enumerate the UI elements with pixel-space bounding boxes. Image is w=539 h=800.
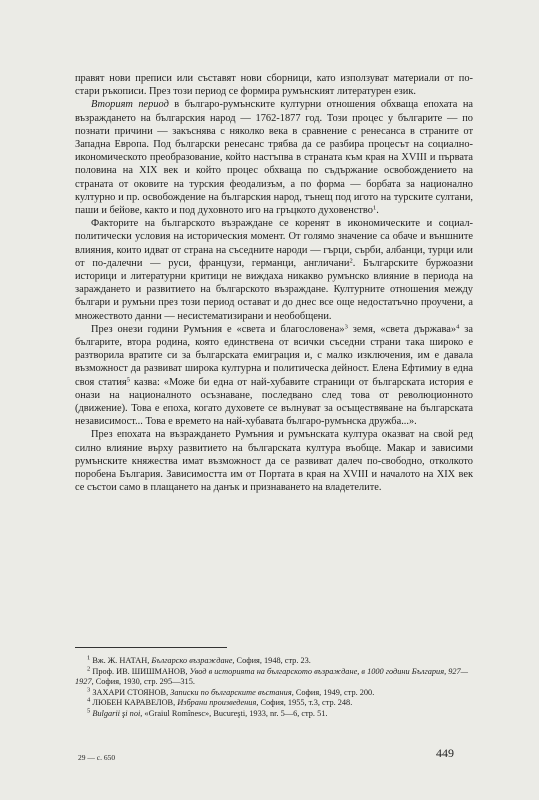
text-run: в българо-румънските културни отношения обхваща епохата на възраждането на българския народ — 1762-1877 год. Този процес у българите — по познати причини — закъснява с няколко века в сравнение с ренесанса в страните от Западна Европа. Под български ренесанс трябва да се разбира процесът на социално-икономическото преобразование, който настъпва в страната към края на XVIII и първата половина на XIX век и който процес обхваща по съдържание освобождението на страната от оковите на турския феодализъм, а по форма — борбата за национално културно и пр. освобождение на българския народ, тънещ под игото на турските султани, паши и бейове, както и под духовното иго на гръцкото духовенство [75, 99, 474, 217]
footnote-divider [75, 647, 227, 648]
page-number: 449 [436, 746, 454, 760]
footnote-ref: 2 [349, 257, 353, 265]
main-text [75, 72, 473, 495]
paragraph [75, 72, 473, 98]
print-signature: 29 — с. 650 [78, 753, 116, 762]
footnote-ref: 5 [126, 376, 130, 384]
text-run: Вж. Ж. НАТАН, [90, 656, 152, 665]
paragraph [75, 217, 473, 323]
footnote-ref: 4 [456, 323, 460, 331]
text-run: , «Graiul Romînesc», Bucureşti, 1933, nr. 5—6, стр. 51. [140, 708, 328, 718]
emphasis-text: Увод в историята на българското възраждане, в 1000 години България, 927—1927 [75, 666, 469, 687]
text-run: за българите, втора родина, която единствена от всички съседни страни така широко е разтворила вратите си за българската емиграция и, с малко изключения, им е давала възможност да развиват широка културна и политическа дейност. Елена Ефтимиу в една своя статия [75, 323, 473, 388]
footnote-ref: 1 [372, 204, 377, 212]
text-run: , София, 1955, т.3, стр. 248. [256, 698, 353, 708]
footnote-ref: 1 [87, 654, 91, 662]
text-run: , София, 1930, стр. 295—315. [91, 677, 195, 687]
footnote-ref: 2 [87, 665, 91, 673]
emphasis-text: Избрани произведения [177, 698, 257, 708]
text-run: . Българските буржоазни историци и литературни критици не виждаха никакво румънско влияние в периода на зараждането и развитието на българското възраждане. Културните отношения между българи и румъни през този период остават и до днес все още недостатъчно проучени, а множеството данни — несистематизирани и необобщени. [75, 257, 474, 322]
emphasis-text: Вторият период [91, 99, 169, 111]
footnote [75, 698, 473, 709]
footnote-ref: 3 [87, 686, 91, 694]
text-run: земя, «света държава» [347, 323, 457, 335]
emphasis-text: Bulgarii şi noi [92, 708, 141, 718]
emphasis-text: Записки по българските въстания [170, 687, 292, 697]
paragraph [75, 98, 473, 217]
text-run: правят нови преписи или съставят нови сборници, като използуват материали от по-стари ръкописи. През този период се формира румънският литературен език. [75, 73, 473, 98]
text-run: . [376, 205, 379, 217]
text-run: , София, 1949, стр. 200. [291, 687, 375, 697]
text-run: ЗАХАРИ СТОЯНОВ, [90, 687, 171, 697]
text-run: , София, 1948, стр. 23. [232, 656, 311, 665]
footnote [75, 667, 473, 688]
text-run: Проф. ИВ. ШИШМАНОВ, [90, 666, 190, 676]
footnotes [75, 656, 473, 720]
text-run: През епохата на възраждането Румъния и румънската култура оказват на свой ред силно влияние върху развитието на българската култура въобще. Макар и зависими румънските княжества имат възможност да се развиват далеч по-свободно, отколкото поробена България. Зависимостта им от Портата в края на XVIII и началото на XIX век се състои само в плащането на данък и признаването на владетелите. [75, 429, 473, 494]
footnote [75, 709, 473, 720]
text-run: ЛЮБЕН КАРАВЕЛОВ, [90, 698, 178, 708]
footnote-ref: 5 [87, 707, 91, 715]
footnote-ref: 3 [344, 323, 348, 331]
text-run: През онези години Румъния е «света и благословена» [91, 323, 345, 335]
paragraph [75, 323, 473, 429]
footnote [75, 688, 473, 699]
text-run: казва: «Може би една от най-хубавите страници от българската история е онази на националното осъзнаване, последвано след това от революционното (движение). Това е епоха, когато духовете се вълнуват за осъществяване на българската независимост... Това е времето на най-хубавата българо-румънска дружба...». [75, 376, 473, 428]
text-run: Факторите на българското възраждане се коренят в икономическите и социал-политически условия на историческия момент. От голямо значение са обаче и външните влияния, които идват от страна на съседните народи — гърци, сърби, албанци, турци или от по-далечни — руси, французи, германци, англичани [75, 218, 473, 269]
footnote [75, 656, 473, 667]
paragraph [75, 428, 473, 494]
footnote-ref: 4 [87, 696, 91, 704]
emphasis-text: Българско възраждане [151, 656, 233, 665]
